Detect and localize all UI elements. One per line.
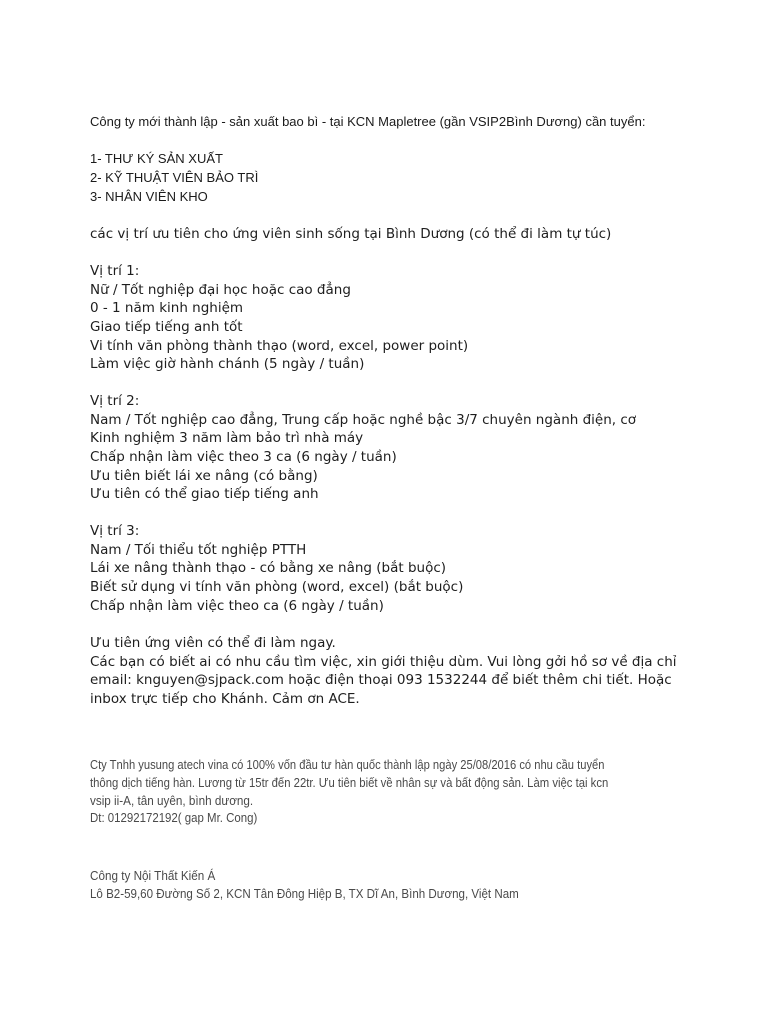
position-list-item: 3- NHÂN VIÊN KHO [90, 189, 208, 204]
requirement-line: Chấp nhận làm việc theo 3 ca (6 ngày / tuần) [90, 449, 397, 465]
post2-phone: Dt: 01292172192( gap Mr. Cong) [90, 810, 258, 825]
requirement-line: Lái xe nâng thành thạo - có bằng xe nâng (bắt buộc) [90, 560, 447, 576]
requirement-line: Kinh nghiệm 3 năm làm bảo trì nhà máy [90, 430, 364, 446]
requirement-line: Chấp nhận làm việc theo ca (6 ngày / tuần) [90, 598, 384, 614]
post3-company: Công ty Nội Thất Kiến Á [90, 868, 216, 883]
post2-line: Cty Tnhh yusung atech vina có 100% vốn đầu tư hàn quốc thành lập ngày 25/08/2016 có nhu cầu tuyển [90, 757, 605, 772]
position1-title: Vị trí 1: [90, 263, 140, 279]
closing-line: Ưu tiên ứng viên có thể đi làm ngay. [90, 635, 336, 651]
requirement-line: Nữ / Tốt nghiệp đại học hoặc cao đẳng [90, 282, 351, 298]
requirement-line: Ưu tiên có thể giao tiếp tiếng anh [90, 486, 319, 502]
position2-title: Vị trí 2: [90, 393, 140, 409]
post1-intro: Công ty mới thành lập - sản xuất bao bì - tại KCN Mapletree (gần VSIP2Bình Dương) cần tuyển: [90, 114, 646, 129]
post2-line: thông dịch tiếng hàn. Lương từ 15tr đến 22tr. Ưu tiên biết về nhân sự và bất động sản. Làm việc tại kcn [90, 775, 609, 790]
closing-line: email: knguyen@sjpack.com hoặc điện thoại 093 1532244 để biết thêm chi tiết. Hoặc [90, 672, 672, 688]
closing-line: inbox trực tiếp cho Khánh. Cảm ơn ACE. [90, 691, 360, 707]
position-list-item: 2- KỸ THUẬT VIÊN BẢO TRÌ [90, 170, 259, 185]
requirement-line: 0 - 1 năm kinh nghiệm [90, 300, 244, 316]
priority-note: các vị trí ưu tiên cho ứng viên sinh sống tại Bình Dương (có thể đi làm tự túc) [90, 226, 612, 242]
requirement-line: Nam / Tốt nghiệp cao đẳng, Trung cấp hoặc nghề bậc 3/7 chuyên ngành điện, cơ [90, 412, 637, 428]
requirement-line: Giao tiếp tiếng anh tốt [90, 319, 243, 335]
closing-line: Các bạn có biết ai có nhu cầu tìm việc, xin giới thiệu dùm. Vui lòng gởi hồ sơ về địa chỉ [90, 654, 677, 670]
requirement-line: Ưu tiên biết lái xe nâng (có bằng) [90, 468, 318, 484]
post3-address: Lô B2-59,60 Đường Số 2, KCN Tân Đông Hiệp B, TX Dĩ An, Bình Dương, Việt Nam [90, 886, 519, 901]
position3-title: Vị trí 3: [90, 523, 140, 539]
requirement-line: Nam / Tối thiểu tốt nghiệp PTTH [90, 542, 307, 558]
post2-line: vsip ii-A, tân uyên, bình dương. [90, 793, 254, 808]
requirement-line: Làm việc giờ hành chánh (5 ngày / tuần) [90, 356, 365, 372]
position-list-item: 1- THƯ KÝ SẢN XUẤT [90, 151, 223, 166]
requirement-line: Biết sử dụng vi tính văn phòng (word, excel) (bắt buộc) [90, 579, 464, 595]
requirement-line: Vi tính văn phòng thành thạo (word, excel, power point) [90, 338, 469, 354]
